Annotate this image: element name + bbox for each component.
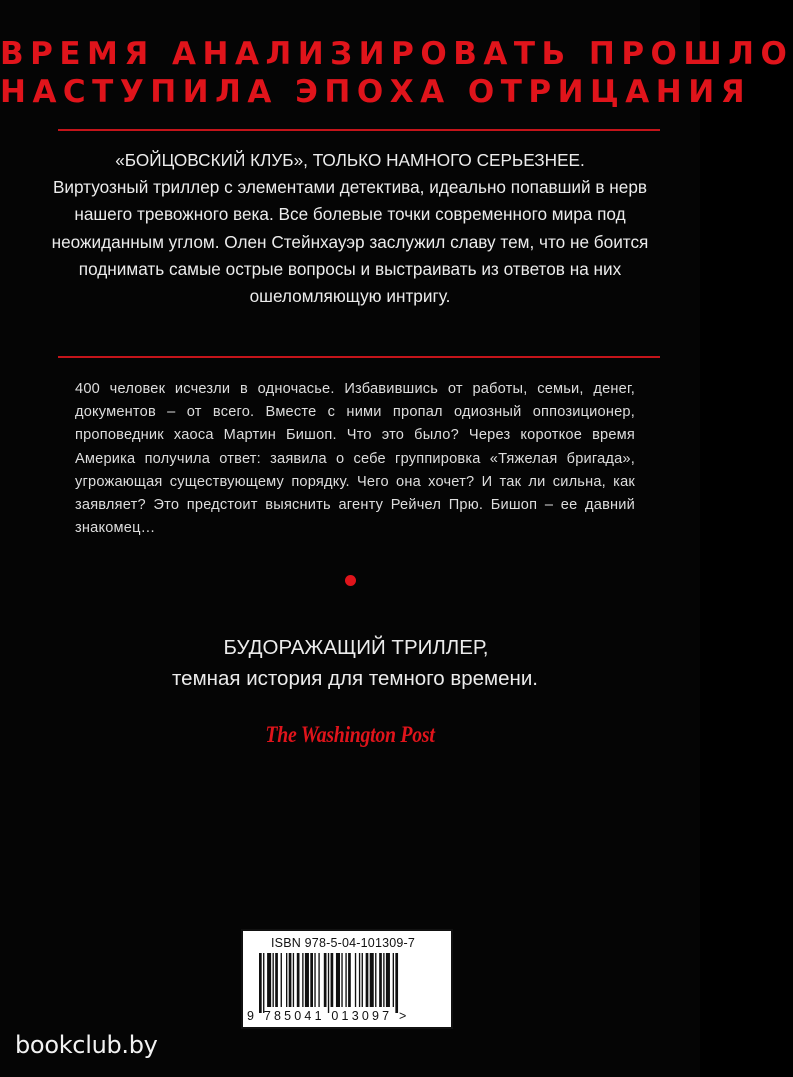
review-quote-title: «БОЙЦОВСКИЙ КЛУБ», ТОЛЬКО НАМНОГО СЕРЬЕЗНЕЕ. bbox=[115, 150, 585, 170]
praise-source: The Washington Post bbox=[265, 722, 435, 747]
review-quote-body: Виртуозный триллер с элементами детектива, идеально попавший в нерв нашего тревожного века. Все болевые точки современного мира под неожиданным углом. Олен Стейнхауэр заслужил славу тем, что не боится поднимать самые острые вопросы и выстраивать из ответов на них ошеломляющую интригу. bbox=[51, 177, 649, 307]
praise-block bbox=[0, 632, 700, 694]
review-quote bbox=[40, 147, 660, 310]
middle-divider bbox=[58, 356, 660, 358]
barcode-digits: 9 785041 013097 > bbox=[247, 1009, 410, 1023]
watermark: bookclub.by bbox=[15, 1031, 158, 1059]
headline-line-1: ВРЕМЯ АНАЛИЗИРОВАТЬ ПРОШЛО bbox=[0, 36, 793, 72]
red-dot-ornament bbox=[345, 575, 356, 586]
top-divider bbox=[58, 129, 660, 131]
praise-line-1: БУДОРАЖАЩИЙ ТРИЛЛЕР, bbox=[223, 636, 489, 659]
headline-line-2: НАСТУПИЛА ЭПОХА ОТРИЦАНИЯ bbox=[0, 74, 752, 110]
praise-line-2: темная история для темного времени. bbox=[172, 667, 538, 690]
barcode bbox=[241, 929, 453, 1029]
book-description: 400 человек исчезли в одночасье. Избавившись от работы, семьи, денег, документов – от всего. Вместе с ними пропал одиозный оппозиционер, проповедник хаоса Мартин Бишоп. Что это было? Через короткое время Америка получила ответ: заявила о себе группировка «Тяжелая бригада», угрожающая существующему порядку. Чего она хочет? И так ли сильна, как заявляет? Это предстоит выяснить агенту Рейчел Прю. Бишоп – ее давний знакомец… bbox=[75, 381, 635, 537]
barcode-bars bbox=[253, 953, 443, 1013]
isbn-label: ISBN 978-5-04-101309-7 bbox=[271, 936, 416, 950]
